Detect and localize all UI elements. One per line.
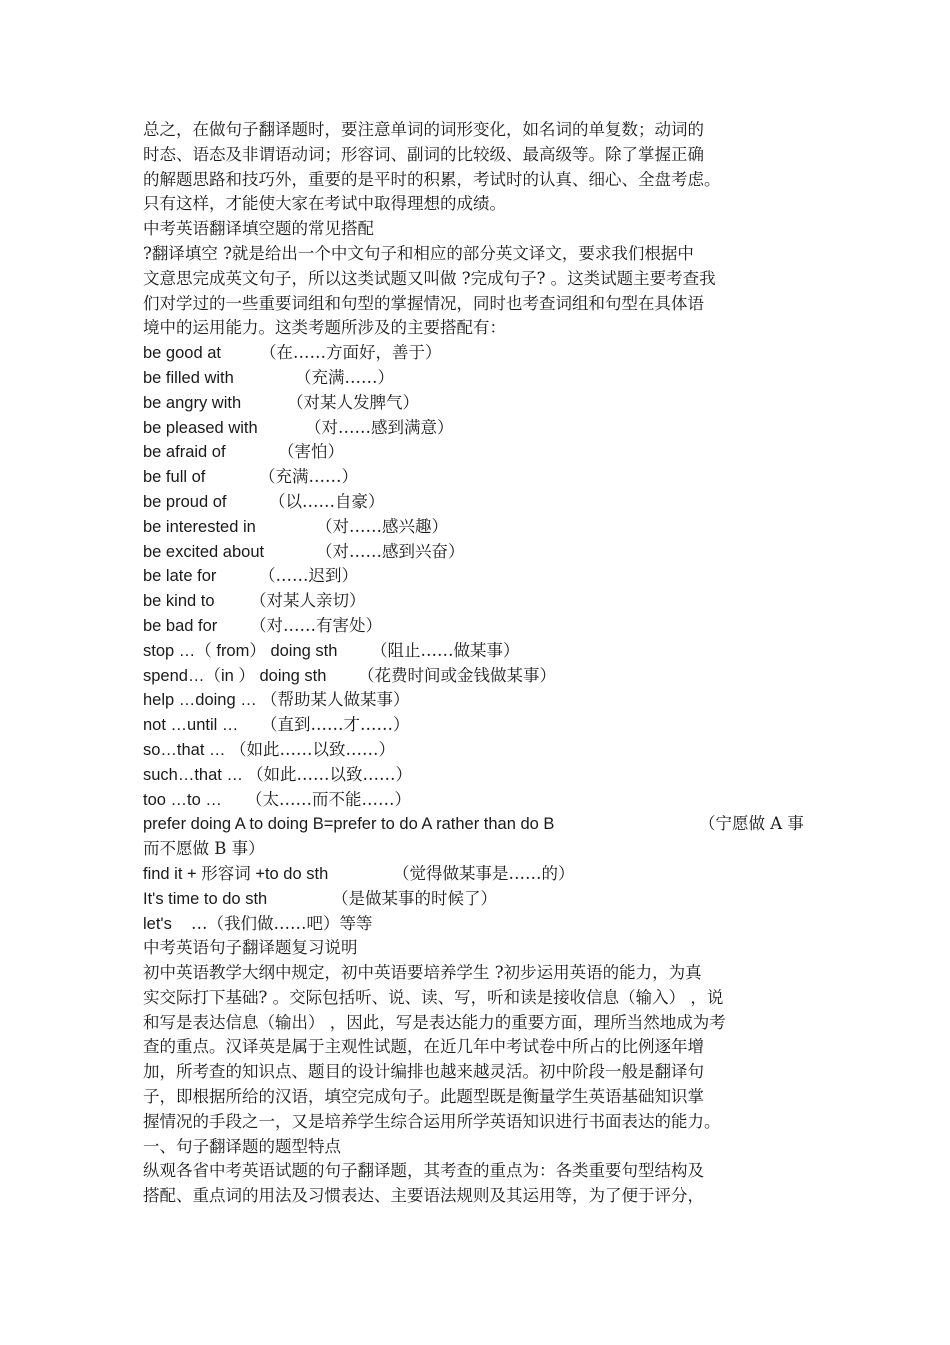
phrase-gloss: （以……自豪） [269,491,385,511]
phrase-english: be angry with [143,393,242,412]
phrase-english: be full of [143,468,206,487]
phrase-item [143,912,811,937]
phrase-item [143,639,811,664]
phrase-english: too …to … [143,790,222,809]
phrase-gloss: （充满……） [295,367,394,387]
phrase-gloss: （对某人发脾气） [287,392,419,412]
phrase-english: so…that … [143,740,226,759]
phrase-english: find it + 形容词 +to do sth [143,864,329,883]
text-line: 子，即根据所给的汉语，填空完成句子。此题型既是衡量学生英语基础知识掌 [143,1087,704,1107]
text-line: 只有这样，才能使大家在考试中取得理想的成绩。 [143,194,506,214]
phrase-gloss: （如此……以致……） [247,764,412,784]
phrase-gloss: （对……有害处） [250,615,382,635]
section-heading: 一、句子翻译题的题型特点 [143,1136,341,1156]
phrase-english: not …until … [143,716,239,735]
section3-paragraph [143,1159,811,1209]
phrase-english: be filled with [143,368,234,387]
phrase-english: be pleased with [143,418,258,437]
text-line: 初中英语教学大纲中规定，初中英语要培养学生 ?初步运用英语的能力，为真 [143,963,702,983]
section1-paragraph [143,242,811,341]
section-heading: 中考英语翻译填空题的常见搭配 [143,219,374,239]
phrase-item [143,862,811,887]
phrase-english: be interested in [143,517,256,536]
text-line: 们对学过的一些重要词组和句型的掌握情况，同时也考查词组和句型在具体语 [143,293,704,313]
phrase-item [143,540,811,565]
phrase-item [143,341,811,366]
phrase-english: It's time to do sth [143,889,268,908]
text-line: 查的重点。汉译英是属于主观性试题，在近几年中考试卷中所占的比例逐年增 [143,1037,704,1057]
text-line: 纵观各省中考英语试题的句子翻译题，其考查的重点为：各类重要句型结构及 [143,1161,704,1181]
phrase-gloss: （宁愿做 A 事 [699,814,804,834]
phrase-gloss: （充满……） [259,467,358,487]
text-line: 文意思完成英文句子，所以这类试题又叫做 ?完成句子? 。这类试题主要考查我 [143,268,716,288]
phrase-gloss: …（我们做……吧）等等 [191,913,373,933]
phrase-item [143,440,811,465]
phrase-english: be kind to [143,592,215,611]
phrase-english: help …doing … [143,691,257,710]
phrase-english: stop …（ from） doing sth [143,641,338,660]
phrase-gloss: 而不愿做 B 事） [143,839,265,859]
phrase-item [143,763,811,788]
phrase-item [143,589,811,614]
document-body [143,118,811,1209]
phrase-item [143,391,811,416]
phrase-item [143,614,811,639]
text-line: 总之，在做句子翻译题时，要注意单词的词形变化，如名词的单复数；动词的 [143,120,704,139]
phrase-gloss: （直到……才……） [261,715,410,735]
text-line: 握情况的手段之一，又是培养学生综合运用所学英语知识进行书面表达的能力。 [143,1111,721,1131]
phrase-english: spend…（in ） doing sth [143,666,327,685]
phrase-gloss: （帮助某人做某事） [261,690,410,710]
phrase-gloss: （在……方面好，善于） [260,343,442,363]
phrase-item [143,490,811,515]
phrase-english: be late for [143,567,217,586]
phrase-item [143,664,811,689]
phrase-gloss: （对某人亲切） [250,591,366,611]
phrase-gloss: （对……感到兴奋） [316,541,465,561]
text-line: 搭配、重点词的用法及习惯表达、主要语法规则及其运用等，为了便于评分， [143,1186,704,1206]
phrase-list [143,341,811,936]
text-line: 境中的运用能力。这类考题所涉及的主要搭配有： [143,318,506,338]
phrase-gloss: （觉得做某事是……的） [393,863,575,883]
phrase-item [143,688,811,713]
text-line: ?翻译填空 ?就是给出一个中文句子和相应的部分英文译文，要求我们根据中 [143,243,694,263]
phrase-english: such…that … [143,765,243,784]
phrase-gloss: （太……而不能……） [246,789,411,809]
phrase-item [143,515,811,540]
phrase-gloss: （是做某事的时候了） [332,888,497,908]
phrase-item [143,837,811,862]
phrase-english: prefer doing A to doing B=prefer to do A rather than do B [143,815,555,834]
phrase-gloss: （害怕） [278,442,344,462]
phrase-gloss: （如此……以致……） [230,739,395,759]
text-line: 的解题思路和技巧外，重要的是平时的积累，考试时的认真、细心、全盘考虑。 [143,169,721,189]
phrase-item [143,887,811,912]
phrase-english: be excited about [143,542,265,561]
text-line: 时态、语态及非谓语动词；形容词、副词的比较级、最高级等。除了掌握正确 [143,144,704,164]
phrase-english: be bad for [143,616,218,635]
section-heading: 中考英语句子翻译题复习说明 [143,938,358,958]
phrase-item [143,416,811,441]
phrase-gloss: （花费时间或金钱做某事） [358,665,556,685]
text-line: 实交际打下基础? 。交际包括听、说、读、写，听和读是接收信息（输入） ，说 [143,987,724,1007]
phrase-item [143,564,811,589]
phrase-gloss: （阻止……做某事） [371,640,520,660]
phrase-english: be proud of [143,492,227,511]
phrase-gloss: （……迟到） [259,566,358,586]
phrase-english: be afraid of [143,443,226,462]
phrase-item [143,465,811,490]
phrase-item [143,738,811,763]
text-line: 加，所考查的知识点、题目的设计编排也越来越灵活。初中阶段一般是翻译句 [143,1062,704,1082]
phrase-item [143,713,811,738]
phrase-item [143,788,811,813]
phrase-item [143,366,811,391]
intro-paragraph [143,118,811,217]
phrase-english: be good at [143,344,221,363]
phrase-gloss: （对……感兴趣） [316,516,448,536]
text-line: 和写是表达信息（输出） ，因此，写是表达能力的重要方面，理所当然地成为考 [143,1012,726,1032]
phrase-gloss: （对……感到满意） [305,417,454,437]
phrase-item [143,812,811,837]
phrase-english: let's [143,914,172,933]
section2-paragraph [143,961,811,1135]
